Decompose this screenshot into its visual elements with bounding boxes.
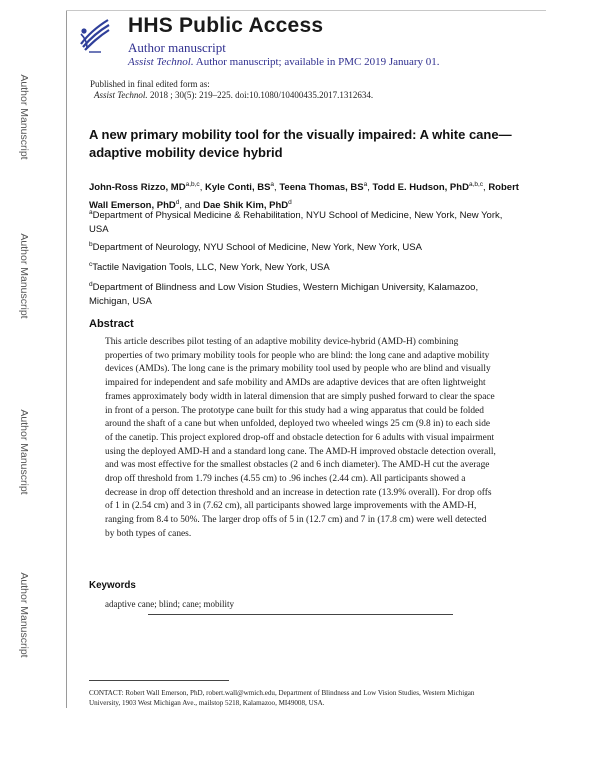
abstract-heading: Abstract xyxy=(89,318,134,330)
abstract-text: This article describes pilot testing of an adaptive mobility device-hybrid (AMD-H) combining properties of two primary mobility tools for people who are blind: the long cane and adaptive mobility devices (AMDs). The long cane is the primary mobility tool used by people who are blind and visually impaired for independent and safe mobility and AMDs are adaptive devices that are often lightweight frames approximately body width in lateral dimension that are simply pushed forward to clear the space in front of a person. The prototype cane built for this study had a wing apparatus that could be folded around the shaft of a cane but when unfolded, deployed two wheeled wings 25 cm (9.8 in) to each side of the canetip. This project explored drop-off and obstacle detection for 6 adults with visual impairment using the deployed AMD-H and a standard long cane. The AMD-H improved obstacle detection overall, and was most effective for the smallest obstacles (2 and 6 inch diameter). The AMD-H cut the average drop off threshold from 1.79 inches (4.55 cm) to .96 inches (2.44 cm). All participants showed a decrease in drop off detection threshold and an increase in detection rate (13.9% overall). For drop offs of 1 in (2.54 cm) and 3 in (7.62 cm), all participants showed large improvements with the AMD-H, ranging from 8.4 to 50%. The larger drop offs of 5 in (12.7 cm) and 7 in (17.8 cm) were well detected by both types of canes. xyxy=(105,337,496,539)
article-title: A new primary mobility tool for the visually impaired: A white cane—adaptive mobility device hybrid xyxy=(89,127,512,160)
citation-line xyxy=(94,90,373,100)
journal-name[interactable]: Assist Technol. xyxy=(128,56,194,68)
author-name: Teena Thomas, BS xyxy=(279,182,364,194)
author-affiliation-sup: a,b,c xyxy=(468,181,484,188)
keywords-text: adaptive cane; blind; cane; mobility xyxy=(105,599,234,609)
hhs-public-access-title: HHS Public Access xyxy=(128,14,324,37)
side-label-author-manuscript: Author Manuscript xyxy=(18,233,30,319)
author-name: Dae Shik Kim, PhD xyxy=(203,199,289,211)
author-affiliation-sup: d xyxy=(288,198,292,206)
footnote-rule xyxy=(89,680,229,681)
affiliation: $^a$Department of Physical Medicine & Rehabilitation, NYU School of Medicine, New York, New York, USA xyxy=(89,209,503,235)
affiliation: $^c$Tactile Navigation Tools, LLC, New York, New York, USA xyxy=(89,261,330,274)
author-affiliation-sup: d xyxy=(175,198,180,206)
author-manuscript-subtitle: Author manuscript xyxy=(128,40,226,55)
author-list: John-Ross Rizzo, MD$^{a,b,c}$, Kyle Conti, $BS^a$, Teena Thomas, $BS^a$, Todd E. Hudson, PhD$^{a,b,c}$, Robert Wall Emerson, PhD$^d$, and Dae Shik Kim, PhD$^d$ xyxy=(89,181,519,211)
author-name: John-Ross Rizzo, MD xyxy=(89,182,186,194)
published-in-label: Published in final edited form as: xyxy=(90,79,210,89)
journal-availability-line xyxy=(128,56,440,68)
citation-journal: Assist Technol. xyxy=(94,90,148,100)
citation-details: 2018 ; 30(5): 219–225. doi:10.1080/10400435.2017.1312634. xyxy=(149,90,374,100)
hhs-eagle-logo-icon xyxy=(75,14,113,56)
affiliation: $^d$Department of Blindness and Low Vision Studies, Western Michigan University, Kalamazoo, Michigan, USA xyxy=(89,281,479,307)
left-margin-rule xyxy=(66,10,67,708)
author-conjunction: and xyxy=(184,199,201,211)
author-affiliation-sup: a xyxy=(270,181,275,188)
author-name: Todd E. Hudson, PhD xyxy=(372,182,469,194)
side-label-author-manuscript: Author Manuscript xyxy=(18,74,30,160)
author-affiliation-sup: a xyxy=(363,181,368,188)
side-label-author-manuscript: Author Manuscript xyxy=(18,409,30,495)
contact-footnote: CONTACT: Robert Wall Emerson, PhD, robert.wall@wmich.edu, Department of Blindness and Low Vision Studies, Western Michigan University, 1903 West Michigan Ave., mailstop 5218, Kalamazoo, MI49008, USA. xyxy=(89,689,475,707)
side-label-author-manuscript: Author Manuscript xyxy=(18,572,30,658)
keywords-rule xyxy=(148,614,453,615)
availability-text: Author manuscript; available in PMC 2019 January 01. xyxy=(195,56,440,68)
header-rule xyxy=(66,10,546,11)
keywords-heading: Keywords xyxy=(89,580,136,591)
author-name: Kyle Conti, BS xyxy=(204,182,271,194)
author-name: Robert Wall Emerson, PhD xyxy=(89,182,519,211)
author-affiliation-sup: a,b,c xyxy=(185,181,200,188)
affiliation: $^b$Department of Neurology, NYU School of Medicine, New York, New York, USA xyxy=(89,241,422,254)
